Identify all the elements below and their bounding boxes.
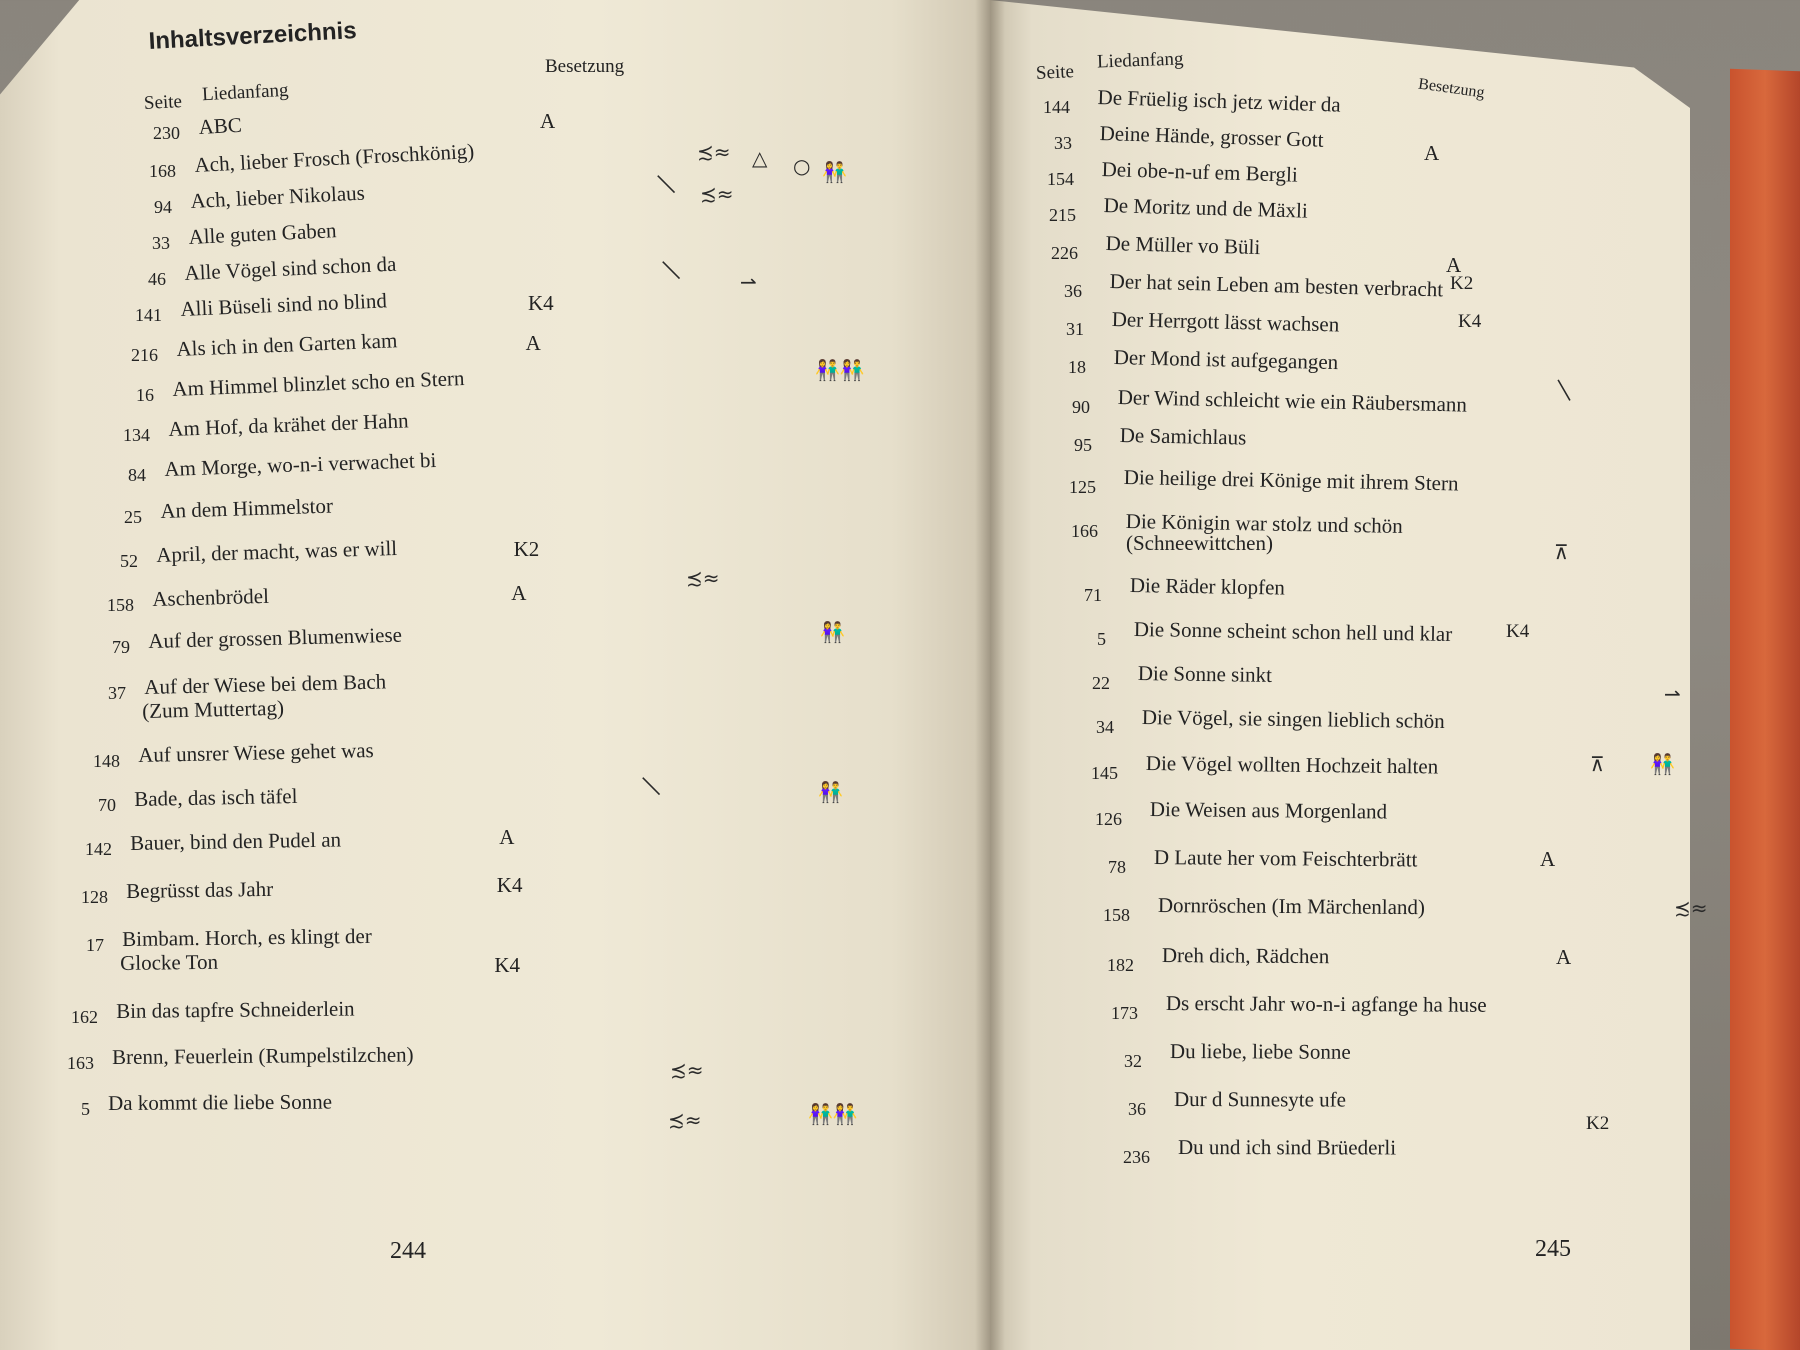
song-title: Dur d Sunnesyte ufe	[1173, 1087, 1347, 1112]
song-title: De Früelig isch jetz wider da	[1097, 85, 1342, 117]
page-ref: 52	[120, 551, 138, 571]
dancers-icon: 👫	[820, 620, 845, 644]
page-ref: 84	[128, 465, 146, 485]
page-ref: 32	[1124, 1051, 1142, 1071]
song-title: Bauer, bind den Pudel an	[129, 827, 342, 855]
song-title: Da kommt die liebe Sonne	[107, 1089, 333, 1115]
page-ref: 5	[81, 1099, 90, 1119]
page-ref: 95	[1074, 435, 1092, 455]
xylophone-icon: ⇀	[740, 270, 757, 294]
besetzung-mark: K4	[1458, 311, 1482, 332]
page-ref: 33	[152, 233, 170, 253]
page-ref: 70	[98, 795, 116, 815]
song-title: Bin das tapfre Schneiderlein	[115, 996, 355, 1023]
song-title: Der hat sein Leben am besten verbracht	[1109, 269, 1444, 302]
page-ref: 182	[1107, 955, 1134, 975]
page-ref: 142	[85, 839, 112, 859]
page-ref: 216	[131, 345, 158, 365]
cymbal-icon: ○	[793, 154, 811, 178]
column-header-liedanfang: Liedanfang	[201, 79, 289, 106]
flute-icon: │	[1552, 376, 1576, 404]
song-title: Bade, das isch täfel	[133, 783, 298, 811]
music-stand-icon: ⊼	[1590, 752, 1605, 776]
page-ref: 36	[1128, 1099, 1146, 1119]
page-ref: 158	[107, 595, 134, 615]
page-title: Inhaltsverzeichnis	[148, 17, 358, 55]
song-title: Deine Hände, grosser Gott	[1099, 121, 1324, 152]
page-ref: 226	[1051, 243, 1078, 263]
song-title: De Moritz und de Mäxli	[1103, 193, 1309, 223]
song-title: Die Sonne scheint schon hell und klar	[1133, 617, 1453, 646]
page-ref: 141	[135, 305, 162, 325]
column-header-seite: Seite	[143, 91, 183, 114]
page-ref: 236	[1123, 1147, 1150, 1167]
song-title: Auf der Wiese bei dem Bach	[143, 669, 387, 699]
besetzung-mark: A	[1446, 253, 1462, 277]
song-title: Der Herrgott lässt wachsen	[1111, 307, 1340, 337]
besetzung-mark: A	[499, 825, 515, 849]
page-ref: 36	[1064, 281, 1082, 301]
song-title: Ds erscht Jahr wo-n-i agfange ha huse	[1165, 991, 1487, 1017]
song-title: Die Räder klopfen	[1129, 573, 1286, 600]
flute-icon: │	[658, 257, 684, 283]
song-title: Brenn, Feuerlein (Rumpelstilzchen)	[111, 1042, 414, 1069]
song-title: Ach, lieber Frosch (Froschkönig)	[193, 138, 475, 177]
song-title: Alli Büseli sind no blind	[179, 288, 388, 321]
song-title: Die Vögel, sie singen lieblich schön	[1141, 705, 1445, 733]
page-ref: 25	[124, 507, 142, 527]
dancers-icon: 👫	[822, 160, 847, 184]
flute-icon: │	[653, 171, 679, 197]
page-ref: 166	[1071, 521, 1098, 541]
music-stand-icon: ⊼	[1554, 540, 1569, 564]
song-title: Du und ich sind Brüederli	[1177, 1135, 1397, 1160]
triangle-icon: △	[752, 146, 768, 170]
song-title: Alle guten Gaben	[187, 218, 338, 249]
column-header-besetzung: Besetzung	[545, 56, 625, 77]
flute-icon: │	[638, 773, 664, 799]
song-title: April, der macht, was er will	[155, 535, 398, 567]
song-title: Alle Vögel sind schon da	[183, 251, 397, 285]
page-ref: 145	[1091, 763, 1118, 783]
song-title: Am Himmel blinzlet scho en Stern	[171, 365, 465, 401]
song-title: Bimbam. Horch, es klingt der	[121, 923, 372, 951]
besetzung-mark: A	[525, 331, 541, 355]
page-ref: 134	[123, 425, 150, 445]
song-title: Der Wind schleicht wie ein Räubersmann	[1117, 385, 1468, 417]
dancers-icon: 👫👫	[808, 1102, 858, 1126]
song-title: Auf der grossen Blumenwiese	[147, 622, 403, 653]
besetzung-mark: A	[511, 581, 527, 605]
column-header-besetzung: Besetzung	[1417, 75, 1486, 102]
page-ref: 162	[71, 1007, 98, 1027]
page-ref: 230	[153, 123, 180, 143]
song-title: D Laute her vom Feischterbrätt	[1153, 845, 1418, 872]
xylophone-icon: ≾≈	[670, 1058, 704, 1082]
song-title: Ach, lieber Nikolaus	[189, 180, 366, 213]
besetzung-mark: A	[1556, 945, 1572, 969]
xylophone-icon: ≾≈	[700, 182, 734, 206]
song-title: Dreh dich, Rädchen	[1161, 943, 1330, 969]
column-header-liedanfang: Liedanfang	[1096, 48, 1184, 73]
dancers-icon: 👫	[1650, 752, 1675, 776]
xylophone-icon: ≾≈	[1674, 896, 1708, 920]
besetzung-mark: A	[540, 109, 556, 133]
page-ref: 17	[86, 935, 104, 955]
page-ref: 125	[1069, 477, 1096, 497]
page-ref: 5	[1097, 629, 1106, 649]
besetzung-mark: A	[1540, 847, 1556, 871]
page-ref: 144	[1043, 97, 1070, 117]
besetzung-mark: K2	[1450, 273, 1474, 294]
song-title: Die Königin war stolz und schön	[1125, 509, 1404, 538]
page-ref: 78	[1108, 857, 1126, 877]
song-title: Die Vögel wollten Hochzeit halten	[1145, 751, 1439, 779]
song-subtitle: Glocke Ton	[119, 949, 219, 975]
dancers-icon: 👫	[818, 780, 843, 804]
song-title: An dem Himmelstor	[159, 493, 334, 523]
page-ref: 173	[1111, 1003, 1138, 1023]
column-header-seite: Seite	[1035, 61, 1075, 84]
besetzung-mark: K2	[1586, 1113, 1610, 1134]
page-ref: 163	[67, 1053, 94, 1073]
page-ref: 18	[1068, 357, 1086, 377]
song-title: Als ich in den Garten kam	[175, 328, 398, 361]
page-ref: 46	[148, 269, 166, 289]
xylophone-icon: ≾≈	[686, 566, 720, 590]
song-title: Die heilige drei Könige mit ihrem Stern	[1123, 465, 1459, 496]
page-ref: 90	[1072, 397, 1090, 417]
page-ref: 71	[1084, 585, 1102, 605]
xylophone-icon: ⇀	[1664, 682, 1681, 706]
song-title: Am Morge, wo-n-i verwachet bi	[163, 447, 437, 481]
page-ref: 128	[81, 887, 108, 907]
page-ref: 33	[1054, 133, 1072, 153]
song-subtitle: (Schneewittchen)	[1126, 531, 1273, 555]
song-title: De Müller vo Büli	[1105, 231, 1261, 260]
besetzung-mark: K4	[528, 291, 554, 315]
besetzung-mark: K2	[513, 537, 540, 561]
besetzung-mark: K4	[1506, 621, 1530, 642]
page-ref: 215	[1049, 205, 1076, 225]
song-title: ABC	[197, 112, 243, 139]
page-ref: 154	[1047, 169, 1074, 189]
song-title: Begrüsst das Jahr	[125, 876, 274, 903]
page-ref: 158	[1103, 905, 1130, 925]
page-ref: 168	[149, 161, 176, 181]
song-subtitle: (Zum Muttertag)	[141, 695, 285, 723]
besetzung-mark: A	[1424, 141, 1440, 165]
page-ref: 94	[154, 197, 172, 217]
song-title: Der Mond ist aufgegangen	[1113, 345, 1339, 375]
page-ref: 126	[1095, 809, 1122, 829]
xylophone-icon: ≾≈	[697, 140, 731, 164]
song-title: De Samichlaus	[1119, 423, 1247, 450]
song-title: Dornröschen (Im Märchenland)	[1157, 893, 1426, 920]
page-ref: 37	[108, 683, 126, 703]
song-title: Die Sonne sinkt	[1137, 661, 1273, 687]
besetzung-mark: K4	[496, 873, 523, 897]
song-title: Auf unsrer Wiese gehet was	[137, 738, 374, 767]
song-title: Am Hof, da krähet der Hahn	[167, 408, 409, 441]
page-ref: 31	[1066, 319, 1084, 339]
page-number-left: 244	[390, 1238, 426, 1264]
page-ref: 34	[1096, 717, 1114, 737]
song-title: Aschenbrödel	[151, 583, 270, 611]
page-ref: 148	[93, 751, 120, 771]
xylophone-icon: ≾≈	[668, 1108, 702, 1132]
page-ref: 16	[136, 385, 154, 405]
page-ref: 79	[112, 637, 130, 657]
besetzung-mark: K4	[494, 953, 521, 977]
page-ref: 22	[1092, 673, 1110, 693]
song-title: Du liebe, liebe Sonne	[1169, 1039, 1351, 1064]
song-title: Dei obe-n-uf em Bergli	[1101, 157, 1299, 187]
dancers-icon: 👫👫	[815, 358, 865, 382]
song-title: Die Weisen aus Morgenland	[1149, 797, 1388, 824]
page-number-right: 245	[1535, 1236, 1571, 1262]
